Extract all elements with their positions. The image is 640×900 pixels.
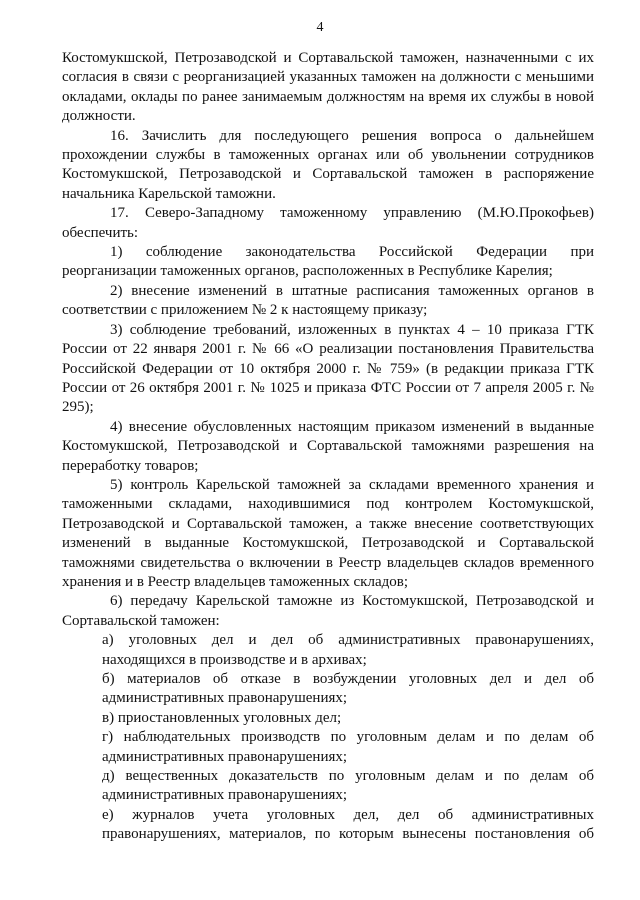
subitem-d: д) вещественных доказательств по уголовным делам и по делам об административных правонарушениях; xyxy=(102,768,594,804)
subitem-e: е) журналов учета уголовных дел, дел об административных правонарушениях, материалов, по которым вынесены постановления об xyxy=(102,806,594,843)
subitem-v: в) приостановленных уголовных дел; xyxy=(102,709,342,726)
document-body xyxy=(62,49,594,845)
list-item-6: 6) передачу Карельской таможне из Костомукшской, Петрозаводской и Сортавальской таможен: xyxy=(62,593,594,629)
list-item-1: 1) соблюдение законодательства Российской Федерации при реорганизации таможенных органов, расположенных в Республике Карелия; xyxy=(62,244,594,280)
paragraph-item-17: 17. Северо-Западному таможенному управлению (М.Ю.Прокофьев) обеспечить: xyxy=(62,205,594,241)
subitem-b: б) материалов об отказе в возбуждении уголовных дел и дел об административных правонарушениях; xyxy=(102,671,594,707)
page-number: 4 xyxy=(316,20,324,35)
subitem-g: г) наблюдательных производств по уголовным делам и по делам об административных правонарушениях; xyxy=(102,729,594,765)
subitem-a: а) уголовных дел и дел об административных правонарушениях, находящихся в производстве и в архивах; xyxy=(102,632,594,668)
list-item-5: 5) контроль Карельской таможней за складами временного хранения и таможенными складами, находившимися под контролем Костомукшской, Петрозаводской и Сортавальской таможен, а также внесение соответствующих изменений в выданные Костомукшской, Петрозаводской и Сортавальской таможнями свидетельства о включении в Реестр владельцев складов временного хранения и в Реестр владельцев таможенных складов; xyxy=(62,476,594,590)
paragraph-item-16: 16. Зачислить для последующего решения вопроса о дальнейшем прохождении службы в таможенных органах или об увольнении сотрудников Костомукшской, Петрозаводской и Сортавальской таможен в распоряжение начальника Карельской таможни. xyxy=(62,127,594,202)
list-item-4: 4) внесение обусловленных настоящим приказом изменений в выданные Костомукшской, Петрозаводской и Сортавальской таможнями разрешения на переработку товаров; xyxy=(62,418,594,474)
list-item-3: 3) соблюдение требований, изложенных в пунктах 4 – 10 приказа ГТК России от 22 января 2001 г. № 66 «О реализации постановления Правительства Российской Федерации от 10 октября 2000 г. № 759» (в редакции приказа ГТК России от 26 октября 2001 г. № 1025 и приказа ФТС России от 7 апреля 2005 г. № 295); xyxy=(62,321,594,416)
paragraph-continuation: Костомукшской, Петрозаводской и Сортавальской таможен, назначенными с их согласия в связи с реорганизацией указанных таможен на должности с меньшими окладами, оклады по ранее занимаемым должностям на время их службы в новой должности. xyxy=(62,50,594,125)
list-item-2: 2) внесение изменений в штатные расписания таможенных органов в соответствии с приложением № 2 к настоящему приказу; xyxy=(62,282,594,319)
